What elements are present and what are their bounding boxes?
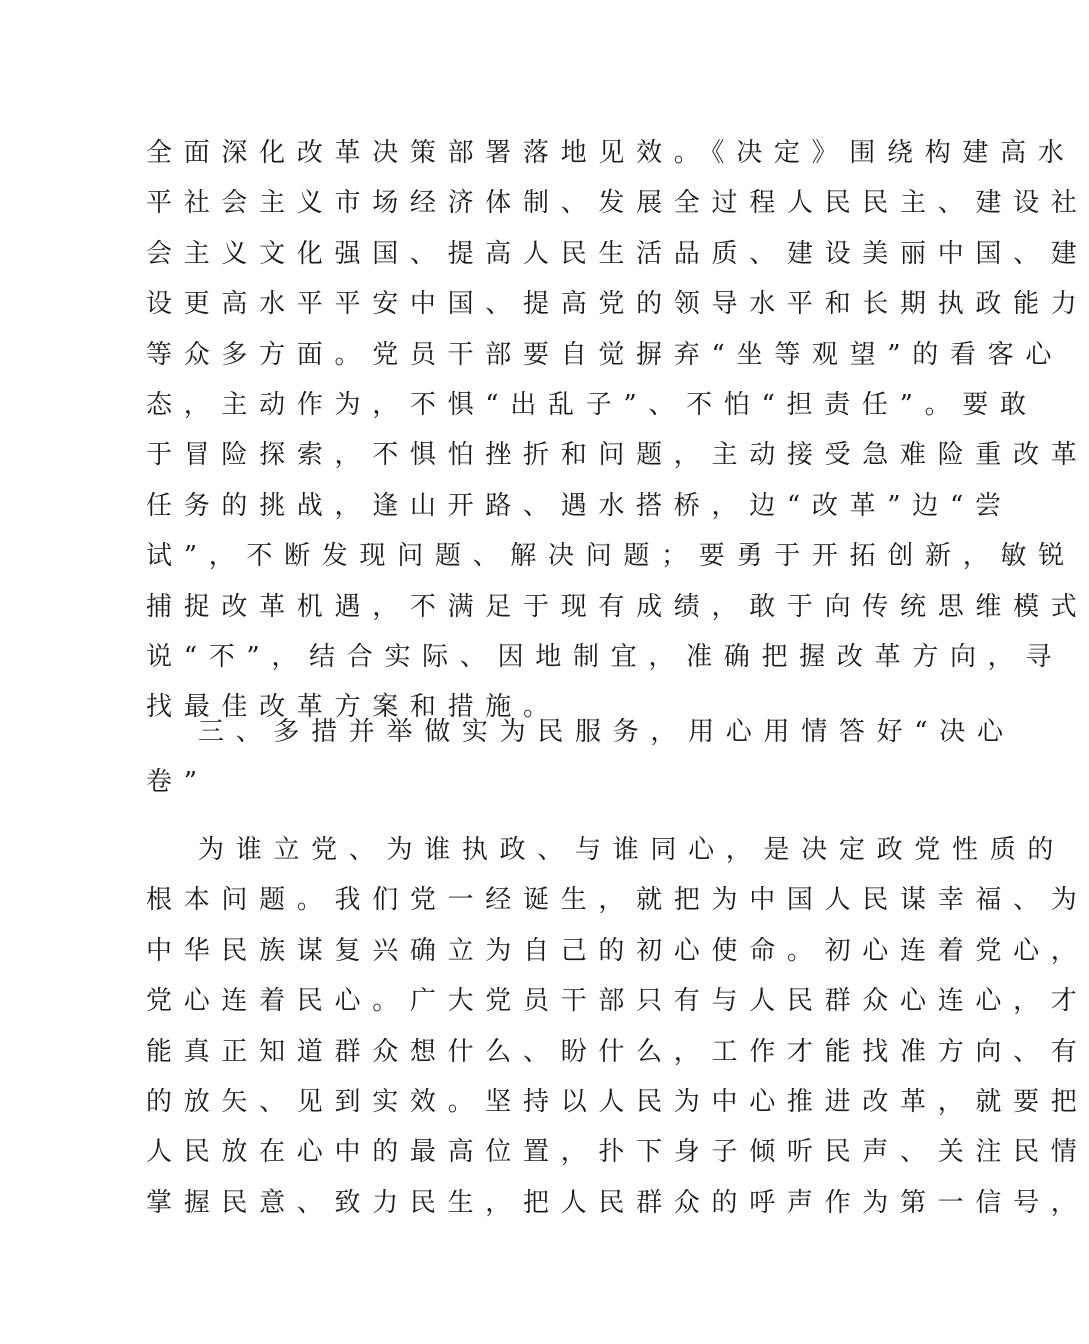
text-line: 找最佳改革方案和措施。 — [146, 692, 561, 723]
text-line: 能真正知道群众想什么、盼什么，工作才能找准方向、有 — [146, 1036, 1089, 1067]
text-line: 说“不”，结合实际、因地制宜，准确把握改革方向，寻 — [146, 641, 1064, 672]
text-line: 的放矢、见到实效。坚持以人民为中心推进改革，就要把 — [146, 1086, 1089, 1117]
text-line: 态，主动作为，不惧“出乱子”、不怕“担责任”。要敢 — [146, 389, 1038, 420]
paragraph-serve-people — [146, 825, 1089, 1228]
heading-line: 卷” — [146, 767, 209, 798]
text-line: 等众多方面。党员干部要自觉摒弃“坐等观望”的看客心 — [146, 339, 1064, 370]
text-line: 掌握民意、致力民生，把人民群众的呼声作为第一信号， — [146, 1187, 1089, 1218]
section-heading — [146, 707, 1015, 808]
text-line: 平社会主义市场经济体制、发展全过程人民民主、建设社 — [146, 188, 1089, 219]
text-line: 中华民族谋复兴确立为自己的初心使命。初心连着党心， — [146, 935, 1089, 966]
text-line: 人民放在心中的最高位置，扑下身子倾听民声、关注民情 — [146, 1137, 1089, 1168]
text-line: 试”，不断发现问题、解决问题；要勇于开拓创新，敏锐 — [146, 541, 1076, 572]
heading-line: 三、多措并举做实为民服务，用心用情答好“决心 — [198, 717, 1015, 747]
text-line: 全面深化改革决策部署落地见效。《决定》围绕构建高水 — [146, 138, 1076, 168]
text-line: 会主义文化强国、提高人民生活品质、建设美丽中国、建 — [146, 238, 1089, 269]
text-line: 捕捉改革机遇，不满足于现有成绩，敢于向传统思维模式 — [146, 591, 1089, 622]
text-line: 根本问题。我们党一经诞生，就把为中国人民谋幸福、为 — [146, 885, 1089, 916]
text-line: 党心连着民心。广大党员干部只有与人民群众心连心，才 — [146, 986, 1089, 1017]
text-line: 于冒险探索，不惧怕挫折和问题，主动接受急难险重改革 — [146, 440, 1089, 471]
text-line: 为谁立党、为谁执政、与谁同心，是决定政党性质的 — [198, 835, 1066, 865]
text-line: 设更高水平平安中国、提高党的领导水平和长期执政能力 — [146, 289, 1089, 320]
text-line: 任务的挑战，逢山开路、遇水搭桥，边“改革”边“尝 — [146, 490, 1013, 521]
